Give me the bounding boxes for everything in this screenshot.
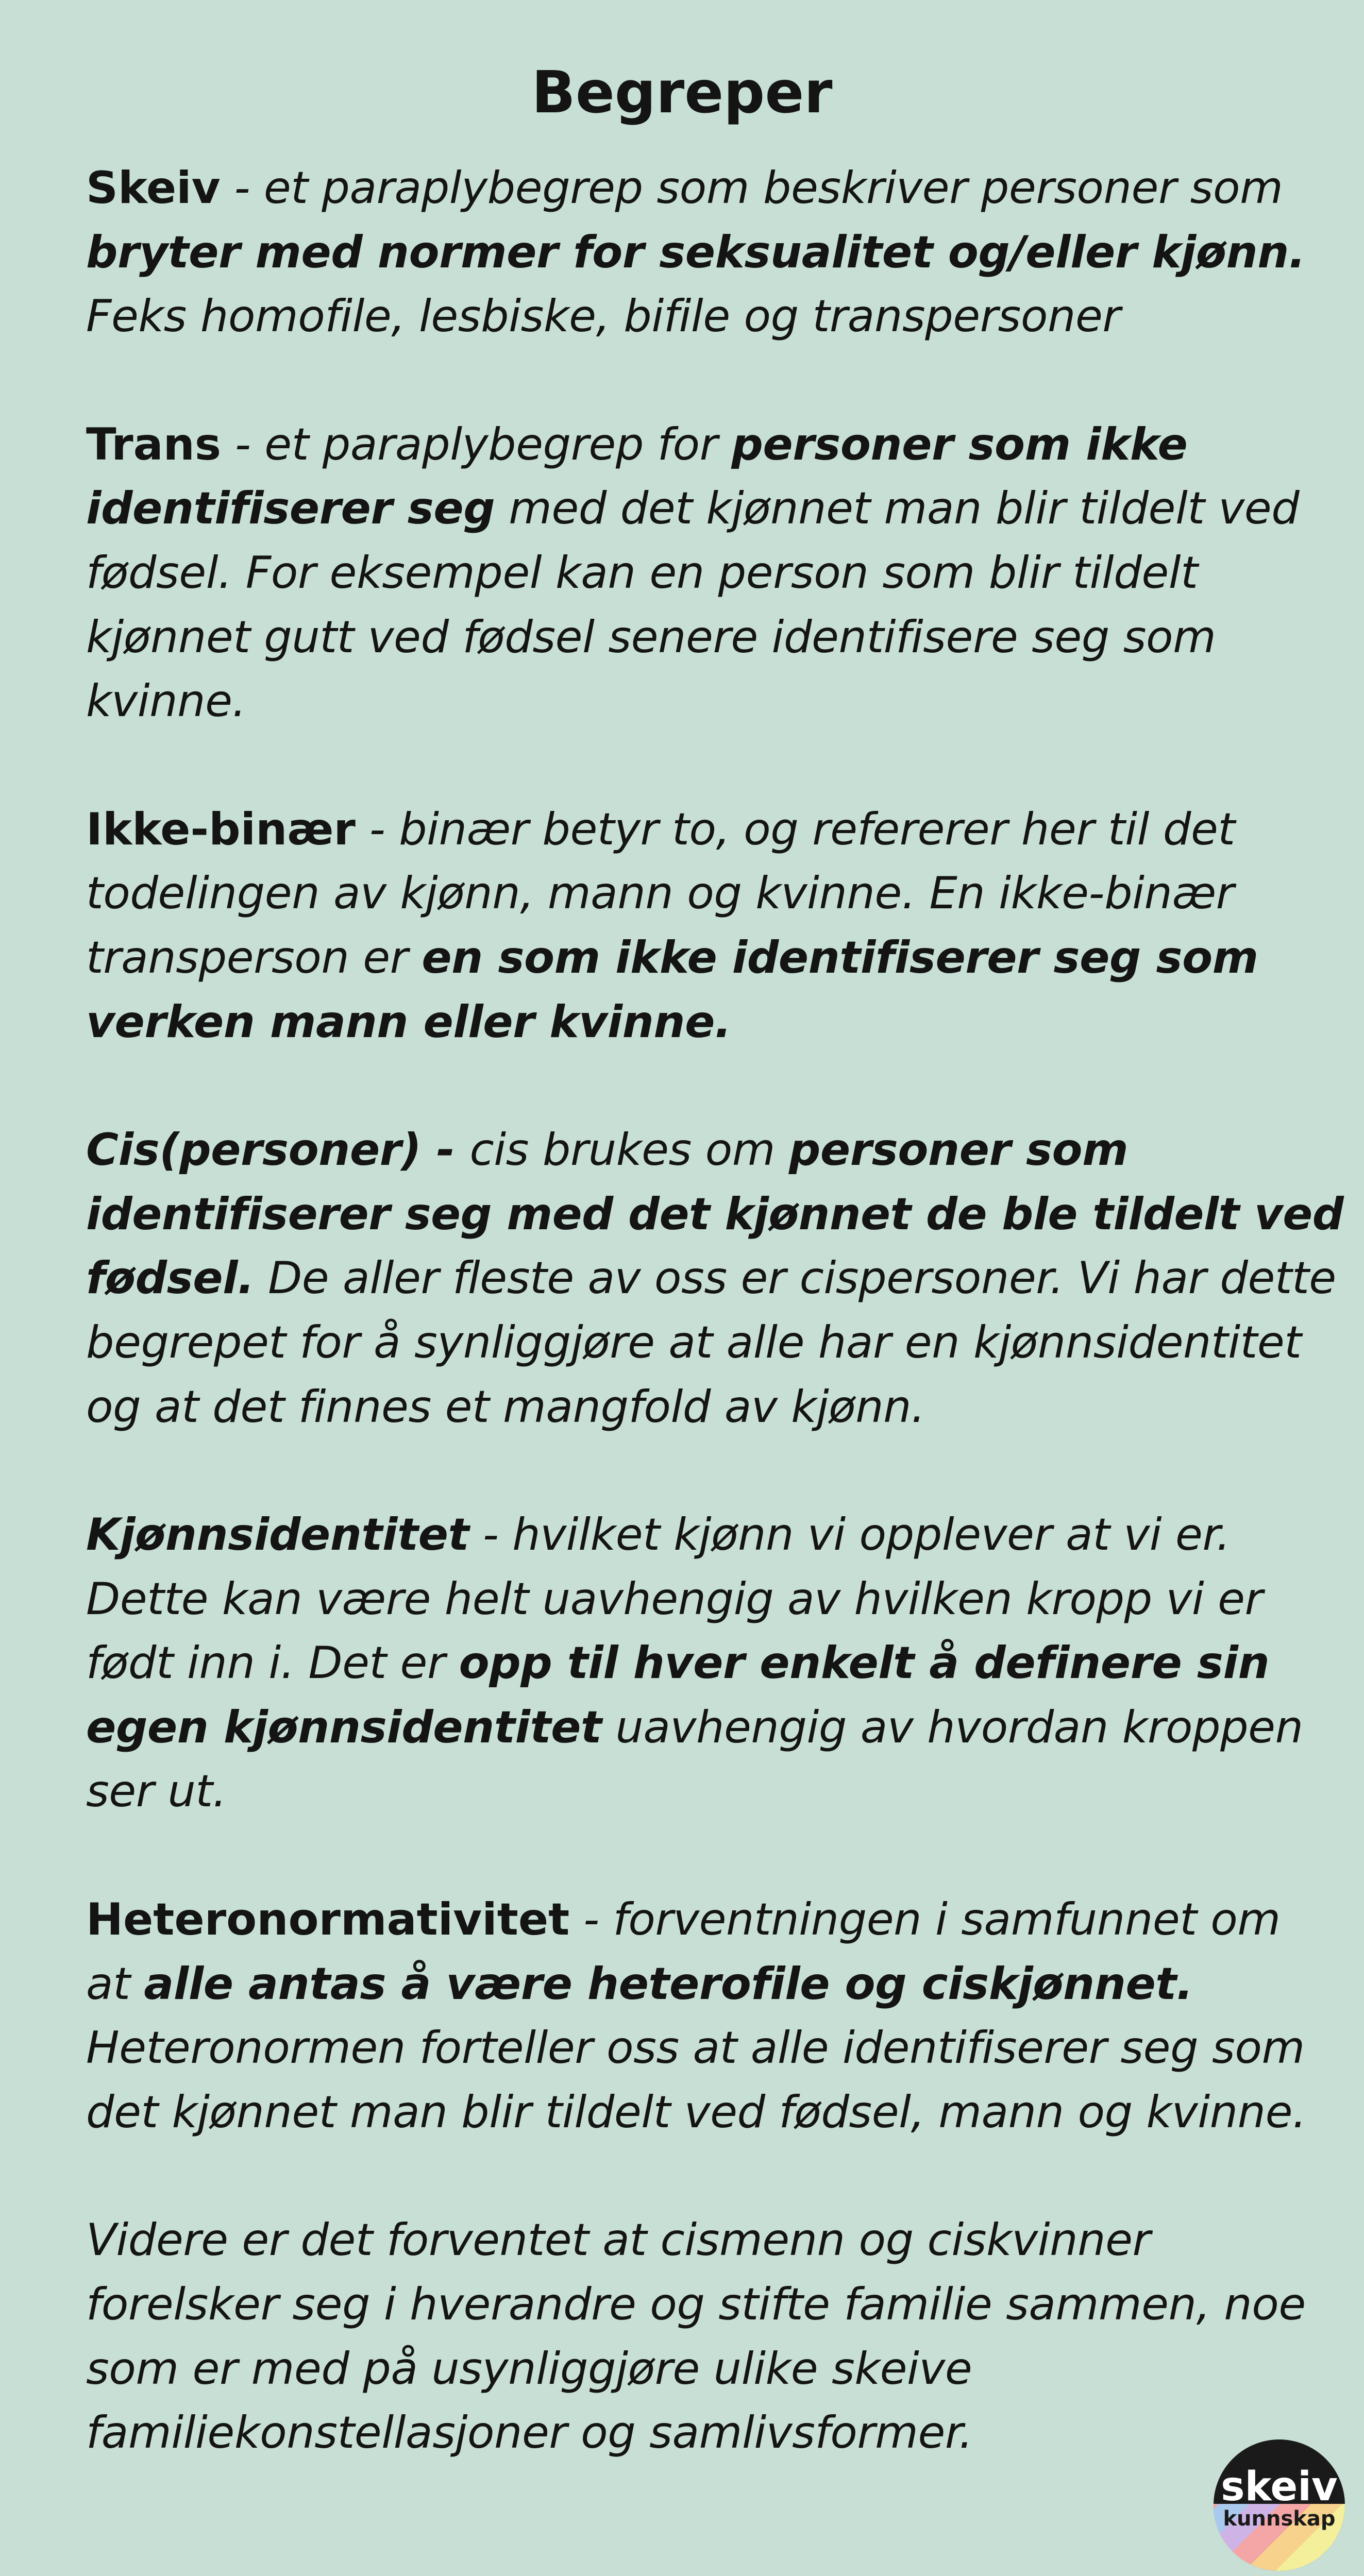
- logo-text-top: skeiv: [1221, 2464, 1338, 2510]
- term-label: Heteronormativitet: [86, 1894, 570, 1946]
- text-segment: Heteronormen forteller oss at alle identifiserer seg som: [86, 2022, 1305, 2074]
- definition-paragraph: [86, 1888, 1323, 2144]
- text-segment: med det kjønnet man blir tildelt ved: [495, 483, 1300, 535]
- text-segment: fødsel. For eksempel kan en person som blir tildelt: [86, 547, 1198, 599]
- text-segment: De aller fleste av oss er cispersoner. Vi har dette: [254, 1252, 1336, 1304]
- text-segment: og at det finnes et mangfold av kjønn.: [86, 1381, 925, 1433]
- text-segment: verken mann eller kvinne.: [86, 996, 732, 1048]
- text-segment: Dette kan være helt uavhengig av hvilken kropp vi er: [86, 1573, 1263, 1625]
- text-segment: alle antas å være heterofile og ciskjønnet.: [144, 1958, 1193, 2010]
- text-line: [86, 1182, 1344, 1247]
- text-line: [86, 284, 1323, 349]
- text-segment: identifiserer seg med det kjønnet de ble tildelt ved: [86, 1188, 1344, 1240]
- term-label: Trans: [86, 418, 222, 470]
- text-segment: transperson er: [86, 931, 422, 984]
- text-line: [86, 1503, 1323, 1567]
- text-segment: som er med på usynliggjøre ulike skeive: [86, 2343, 972, 2395]
- text-line: [86, 861, 1323, 926]
- text-line: [86, 1246, 1336, 1311]
- text-line: [86, 2401, 1323, 2465]
- term-label: Ikke-binær: [86, 803, 356, 855]
- text-segment: født inn i. Det er: [86, 1637, 459, 1689]
- text-segment: bryter med normer for seksualitet og/eller kjønn.: [86, 226, 1306, 278]
- logo-text-bottom: kunnskap: [1223, 2507, 1336, 2531]
- text-line: [86, 2208, 1323, 2273]
- text-segment: - et paraplybegrep som beskriver personer som: [220, 162, 1283, 214]
- text-line: [86, 1888, 1323, 1952]
- text-segment: personer som ikke: [731, 418, 1188, 470]
- text-segment: kvinne.: [86, 675, 246, 727]
- text-line: [86, 798, 1323, 862]
- definition-paragraph: [86, 798, 1323, 1054]
- text-line: [86, 990, 1323, 1055]
- text-segment: en som ikke identifiserer seg som: [422, 931, 1258, 984]
- text-segment: cis brukes om: [469, 1124, 789, 1176]
- text-segment: Cis(personer) -: [86, 1124, 470, 1176]
- text-line: [86, 1696, 1323, 1760]
- text-segment: begrepet for å synliggjøre at alle har en kjønnsidentitet: [86, 1316, 1302, 1368]
- text-line: [86, 541, 1323, 605]
- text-line: [86, 1952, 1323, 2016]
- definition-paragraph: [86, 413, 1323, 734]
- text-line: [86, 1759, 1323, 1824]
- text-line: [86, 605, 1323, 670]
- text-line: [86, 2016, 1323, 2080]
- skeiv-kunnskap-logo: [1214, 2439, 1345, 2571]
- text-segment: - binær betyr to, og refererer her til det: [355, 803, 1235, 855]
- text-line: [86, 1567, 1323, 1632]
- text-line: [86, 1311, 1323, 1375]
- text-line: [86, 156, 1323, 221]
- text-line: [86, 477, 1323, 541]
- text-segment: ser ut.: [86, 1766, 227, 1818]
- text-segment: - et paraplybegrep for: [221, 418, 732, 470]
- text-segment: forelsker seg i hverandre og stifte familie sammen, noe: [86, 2279, 1306, 2331]
- text-line: [86, 221, 1323, 285]
- text-line: [86, 2080, 1323, 2145]
- definitions-body: [86, 156, 1344, 2465]
- term-label: Skeiv: [86, 162, 221, 214]
- definition-paragraph: [86, 1503, 1323, 1824]
- text-segment: Videre er det forventet at cismenn og ciskvinner: [86, 2214, 1151, 2266]
- text-segment: - forventningen i samfunnet om: [569, 1894, 1281, 1946]
- text-segment: todelingen av kjønn, mann og kvinne. En ikke-binær: [86, 868, 1234, 920]
- text-segment: personer som: [788, 1124, 1129, 1176]
- text-line: [86, 926, 1323, 990]
- text-segment: at: [86, 1958, 144, 2010]
- definition-paragraph: [86, 156, 1323, 349]
- text-line: [86, 1118, 1323, 1182]
- definition-paragraph: [86, 1118, 1344, 1439]
- text-segment: egen kjønnsidentitet: [86, 1701, 602, 1753]
- text-line: [86, 669, 1323, 734]
- text-segment: familiekonstellasjoner og samlivsformer.: [86, 2407, 973, 2459]
- text-line: [86, 2273, 1323, 2337]
- text-line: [86, 2337, 1323, 2401]
- text-segment: kjønnet gutt ved fødsel senere identifisere seg som: [86, 611, 1216, 663]
- text-segment: Feks homofile, lesbiske, bifile og transpersoner: [86, 291, 1121, 343]
- text-segment: fødsel.: [86, 1252, 255, 1304]
- text-segment: det kjønnet man blir tildelt ved fødsel, mann og kvinne.: [86, 2086, 1306, 2138]
- page-title: Begreper: [531, 59, 833, 126]
- text-segment: uavhengig av hvordan kroppen: [601, 1701, 1303, 1753]
- text-line: [86, 413, 1323, 477]
- text-segment: opp til hver enkelt å definere sin: [459, 1637, 1270, 1689]
- text-line: [86, 1631, 1323, 1696]
- text-segment: Kjønnsidentitet: [86, 1509, 469, 1561]
- text-segment: - hvilket kjønn vi opplever at vi er.: [469, 1509, 1231, 1561]
- text-segment: identifiserer seg: [86, 483, 495, 535]
- text-line: [86, 1375, 1323, 1439]
- definition-paragraph: [86, 2208, 1323, 2465]
